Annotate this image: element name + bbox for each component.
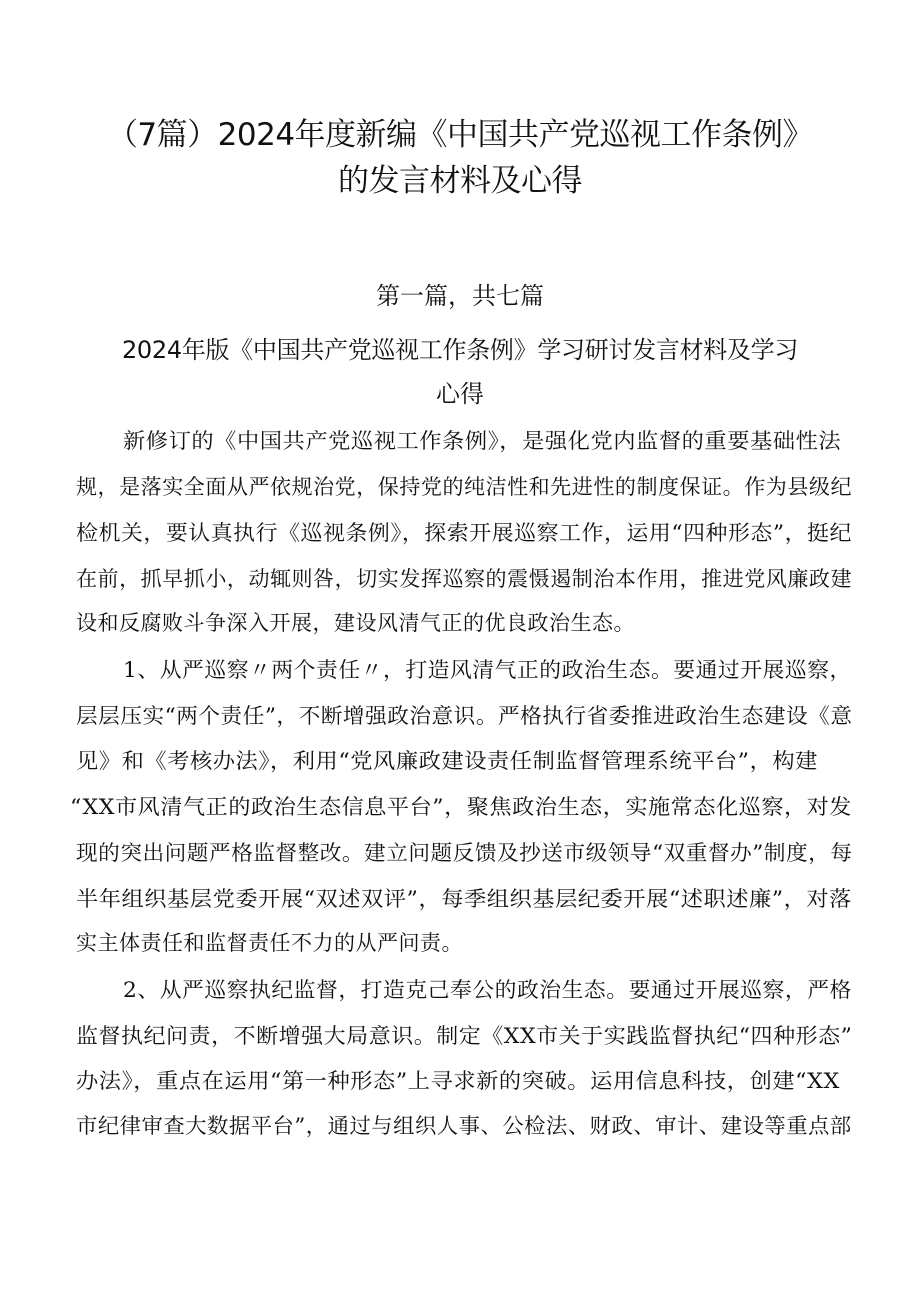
paragraph-2-line-4: “XX市风清气正的政治生态信息平台”，聚焦政治生态，实施常态化巡察，对发 — [70, 795, 852, 819]
paragraph-2-line-6: 半年组织基层党委开展“双述双评”，每季组织基层纪委开展“述职述廉”，对落 — [76, 887, 852, 911]
paragraph-2-line-7: 实主体责任和监督责任不力的从严问责。 — [76, 931, 463, 955]
paragraph-3-line-4: 市纪律审查大数据平台”，通过与组织人事、公检法、财政、审计、建设等重点部 — [76, 1114, 852, 1138]
paragraph-2-line-1: 1、从严巡察〃两个责任〃，打造风清气正的政治生态。要通过开展巡察， — [123, 658, 852, 682]
section-title-line-1: 2024年版《中国共产党巡视工作条例》学习研讨发言材料及学习 — [121, 336, 799, 364]
paragraph-1-line-4: 在前，抓早抓小，动辄则咎，切实发挥巡察的震慑遏制治本作用，推进党风廉政建 — [76, 567, 852, 591]
paragraph-2-line-5: 现的突出问题严格监督整改。建立问题反馈及抄送市级领导“双重督办”制度，每 — [76, 841, 853, 865]
document-title-line-1: （7篇）2024年度新编《中国共产党巡视工作条例》 — [106, 117, 814, 153]
paragraph-3-line-3: 办法》，重点在运用“第一种形态”上寻求新的突破。运用信息科技，创建“XX — [76, 1069, 840, 1093]
section-title-line-2: 心得 — [436, 380, 484, 408]
paragraph-1-line-1: 新修订的《中国共产党巡视工作条例》，是强化党内监督的重要基础性法 — [123, 429, 842, 453]
document-title-line-2: 的发言材料及心得 — [338, 163, 582, 199]
paragraph-3-line-2: 监督执纪问责，不断增强大局意识。制定《XX市关于实践监督执纪“四种形态” — [76, 1024, 853, 1048]
section-label: 第一篇，共七篇 — [376, 282, 544, 310]
paragraph-1-line-3: 检机关，要认真执行《巡视条例》，探索开展巡察工作，运用“四种形态”，挺纪 — [76, 521, 852, 545]
paragraph-3-line-1: 2、从严巡察执纪监督，打造克己奉公的政治生态。要通过开展巡察，严格 — [123, 978, 852, 1002]
paragraph-1-line-2: 规，是落实全面从严依规治党，保持党的纯洁性和先进性的制度保证。作为县级纪 — [76, 475, 852, 499]
paragraph-2-line-3: 见》和《考核办法》，利用“党风廉政建设责任制监督管理系统平台”，构建 — [76, 749, 818, 773]
paragraph-1-line-5: 设和反腐败斗争深入开展，建设风清气正的优良政治生态。 — [76, 611, 635, 635]
paragraph-2-line-2: 层层压实“两个责任”，不断增强政治意识。严格执行省委推进政治生态建设《意 — [76, 704, 853, 728]
